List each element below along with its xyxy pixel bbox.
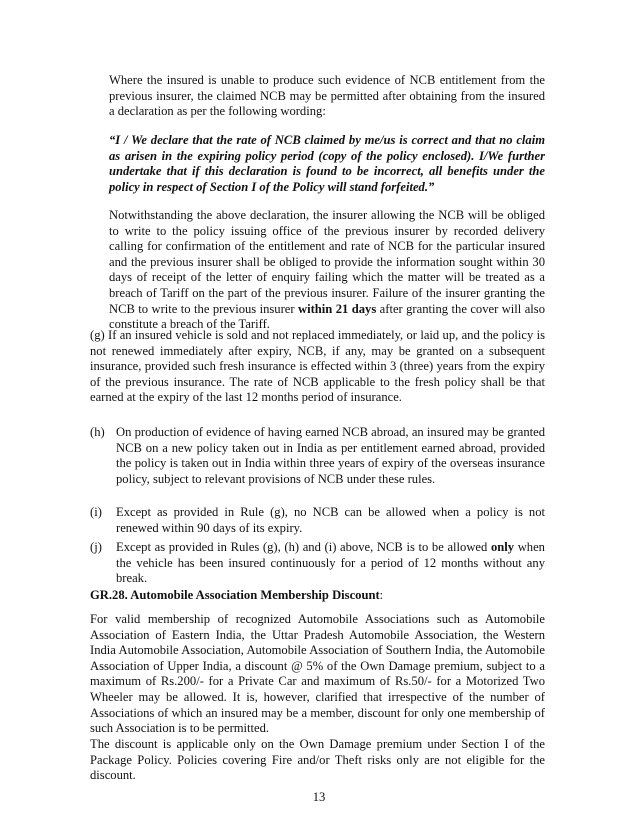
paragraph-notwithstanding-bold: within 21 days bbox=[298, 301, 377, 316]
rule-item-j bbox=[90, 540, 545, 587]
rule-item-g-text: If an insured vehicle is sold and not replaced immediately, or laid up, and the policy is not renewed immediately after expiry, NCB, if any, may be granted on a subsequent insurance, provided such fresh insurance is effected within 3 (three) years from the expiry of the previous insurance. The rate of NCB applicable to the fresh policy shall be that earned at the expiry of the last 12 months period of insurance. bbox=[90, 328, 545, 405]
page-number: 13 bbox=[312, 790, 326, 804]
rule-item-j-text-b: when the vehicle has been insured continuously for a period of 12 months without any break. bbox=[116, 540, 545, 586]
rule-item-i bbox=[90, 505, 545, 536]
rule-item-h bbox=[90, 425, 545, 487]
rule-item-g bbox=[90, 328, 545, 406]
rule-item-j-text bbox=[116, 540, 545, 587]
section-heading-colon: : bbox=[379, 588, 384, 602]
rule-item-j-label: (j) bbox=[90, 540, 102, 554]
paragraph-notwithstanding-text-a: Notwithstanding the above declaration, the insurer allowing the NCB will be obliged to write to the policy issuing office of the previous insurer by recorded delivery calling for confirmation of the entitlement and rate of NCB for the particular insured and the previous insurer shall be obliged to provide the information sought within 30 days of receipt of the letter of enquiry failing which the matter will be treated as a breach of Tariff on the part of the previous insurer. Failure of the insurer granting the NCB to write to the previous insurer bbox=[109, 208, 545, 316]
rule-item-j-text-a: Except as provided in Rules (g), (h) and (i) above, NCB is to be allowed bbox=[116, 540, 488, 554]
rule-item-g-label: (g) bbox=[90, 328, 105, 342]
paragraph-notwithstanding bbox=[109, 208, 545, 333]
rule-item-h-label: (h) bbox=[90, 425, 105, 439]
rule-item-g-body bbox=[90, 328, 545, 406]
rule-item-h-text: On production of evidence of having earned NCB abroad, an insured may be granted NCB on a new policy taken out in India as per entitlement earned abroad, provided the policy is taken out in India within three years of expiry of the overseas insurance policy, subject to relevant provisions of NCB under these rules. bbox=[116, 425, 545, 486]
rule-item-i-text: Except as provided in Rule (g), no NCB can be allowed when a policy is not renewed within 90 days of its expiry. bbox=[116, 505, 545, 535]
section-heading-gr28 bbox=[90, 588, 383, 603]
paragraph-notwithstanding-text-b: after granting the cover will also constitute a breach of the Tariff. bbox=[109, 301, 545, 332]
rule-item-i-label: (i) bbox=[90, 505, 102, 519]
section-heading-text: GR.28. Automobile Association Membership Discount bbox=[90, 588, 380, 602]
declaration-quote: “I / We declare that the rate of NCB claimed by me/us is correct and that no claim as arisen in the expiring policy period (copy of the policy enclosed). I/We further undertake that if this declaration is found to be incorrect, all benefits under the policy in respect of Section I of the Policy will stand forfeited.” bbox=[109, 133, 545, 194]
paragraph-ncb-evidence: Where the insured is unable to produce such evidence of NCB entitlement from the previous insurer, the claimed NCB may be permitted after obtaining from the insured a declaration as per the following wording: bbox=[109, 73, 545, 119]
paragraph-discount-applicability: The discount is applicable only on the Own Damage premium under Section I of the Package Policy. Policies covering Fire and/or Theft risks only are not eligible for the discount. bbox=[90, 737, 545, 783]
paragraph-membership-discount: For valid membership of recognized Automobile Associations such as Automobile Association of Eastern India, the Uttar Pradesh Automobile Association, the Western India Automobile Association, Automobile Association of Southern India, the Automobile Association of Upper India, a discount @ 5% of the Own Damage premium, subject to a maximum of Rs.200/- for a Private Car and maximum of Rs.50/- for a Motorized Two Wheeler may be allowed. It is, however, clarified that irrespective of the number of Associations of which an insured may be a member, discount for only one membership of such Association is to be permitted. bbox=[90, 612, 545, 736]
rule-item-j-bold: only bbox=[490, 540, 515, 554]
